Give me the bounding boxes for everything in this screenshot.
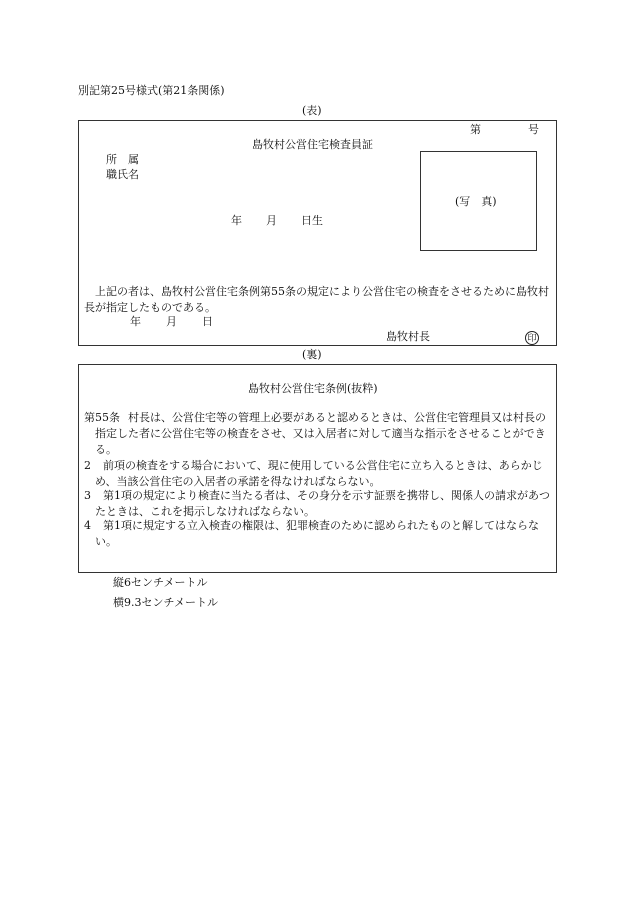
clause-2 <box>84 458 552 490</box>
name-label: 職氏名 <box>106 168 139 181</box>
clause-4 <box>84 518 552 550</box>
article-body: 村長は、公営住宅等の管理上必要があると認めるときは、公営住宅管理員又は村長の指定した者に公営住宅等の検査をさせ、又は入居者に対して適当な指示をさせることができる。 <box>95 411 546 456</box>
issue-month-label: 月 <box>166 315 177 328</box>
clause-number: 2 <box>84 459 91 472</box>
width-dimension: 横9.3センチメートル <box>113 596 219 609</box>
front-side-label: (表) <box>302 104 322 117</box>
clause-number: 3 <box>84 489 91 502</box>
issue-day-label: 日 <box>202 315 213 328</box>
clause-3 <box>84 488 552 520</box>
article-55 <box>84 410 552 458</box>
clause-text: 前項の検査をする場合において、現に使用している公営住宅に立ち入るときは、あらかじめ、当該公営住宅の入居者の承諾を得なければならない。 <box>95 459 543 488</box>
seal-mark: 印 <box>525 331 539 345</box>
number-prefix: 第 <box>470 123 481 136</box>
birth-month-label: 月 <box>266 214 277 227</box>
front-statement: 上記の者は、島牧村公営住宅条例第55条の規定により公営住宅の検査をさせるために島牧村長が指定したものである。 <box>84 285 549 314</box>
height-dimension: 縦6センチメートル <box>113 576 208 589</box>
front-title: 島牧村公営住宅検査員証 <box>252 138 373 151</box>
clause-text: 第1項に規定する立入検査の権限は、犯罪検査のために認められたものと解してはならない。 <box>95 519 539 548</box>
number-suffix: 号 <box>528 123 539 136</box>
article-head: 第55条 <box>84 411 120 424</box>
form-label: 別記第25号様式(第21条関係) <box>78 84 225 97</box>
birth-day-label: 日生 <box>301 214 323 227</box>
clause-text: 第1項の規定により検査に当たる者は、その身分を示す証票を携帯し、関係人の請求があつたときは、これを掲示しなければならない。 <box>95 489 550 518</box>
back-title: 島牧村公営住宅条例(抜粋) <box>248 382 378 395</box>
clause-number: 4 <box>84 519 91 532</box>
issuer-name: 島牧村長 <box>386 330 430 343</box>
photo-label: (写 真) <box>455 195 497 208</box>
back-side-label: (裏) <box>302 348 322 361</box>
issue-year-label: 年 <box>130 315 141 328</box>
birth-year-label: 年 <box>231 214 242 227</box>
affiliation-label: 所 属 <box>106 153 139 166</box>
